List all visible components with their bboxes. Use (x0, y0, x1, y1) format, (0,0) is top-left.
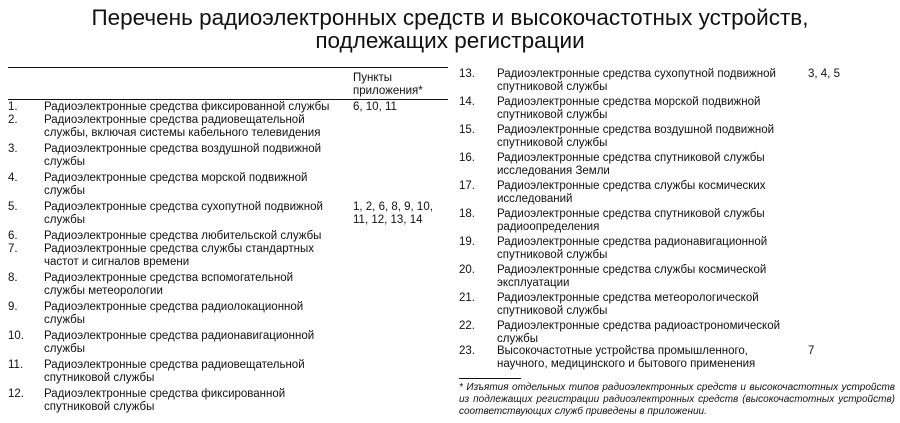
item-number: 23. (459, 345, 475, 357)
appendix-column-header: Пункты приложения* (353, 72, 423, 97)
item-appendix-points: 3, 4, 5 (808, 68, 840, 80)
item-number: 22. (459, 320, 475, 332)
item-number: 1. (8, 101, 18, 113)
item-number: 3. (8, 143, 18, 155)
title-line-1: Перечень радиоэлектронных средств и высокочастотных устройств, (91, 5, 809, 30)
item-text: Радиоэлектронные средства спутниковой службы радиоопределения (497, 208, 765, 233)
document-title (0, 6, 900, 52)
item-text: Высокочастотные устройства промышленного, научного, медицинского и бытового применения (497, 345, 756, 370)
item-text: Радиоэлектронные средства воздушной подвижной спутниковой службы (497, 124, 775, 149)
item-number: 20. (459, 264, 475, 276)
item-text: Радиоэлектронные средства радиовещательной спутниковой службы (44, 359, 305, 384)
item-text: Радиоэлектронные средства сухопутной подвижной спутниковой службы (497, 68, 776, 93)
item-number: 16. (459, 152, 475, 164)
item-text: Радиоэлектронные средства радионавигационной службы (44, 330, 315, 355)
item-appendix-points: 1, 2, 6, 8, 9, 10, 11, 12, 13, 14 (353, 201, 433, 226)
item-number: 12. (8, 388, 24, 400)
item-appendix-points: 7 (808, 345, 815, 357)
item-text: Радиоэлектронные средства службы космических исследований (497, 180, 766, 205)
item-number: 7. (8, 243, 18, 255)
item-text: Радиоэлектронные средства радиолокационной службы (44, 301, 304, 326)
item-number: 2. (8, 114, 18, 126)
item-number: 19. (459, 236, 475, 248)
item-text: Радиоэлектронные средства вспомогательной службы метеорологии (44, 272, 294, 297)
footnote: * Изъятия отдельных типов радиоэлектронных средств и высокочастотных устройств из подлежащих регистрации радиоэлектронных средств (высокочастотных устройств) соответствующих служб приведены в приложении. (459, 382, 895, 417)
title-line-2: подлежащих регистрации (315, 28, 585, 53)
item-number: 5. (8, 201, 18, 213)
item-number: 21. (459, 292, 475, 304)
item-text: Радиоэлектронные средства радиовещательной службы, включая системы кабельного телевидения (44, 114, 321, 139)
item-number: 11. (8, 359, 24, 371)
item-text: Радиоэлектронные средства радионавигационной спутниковой службы (497, 236, 768, 261)
item-number: 15. (459, 124, 475, 136)
item-number: 17. (459, 180, 475, 192)
item-text: Радиоэлектронные средства фиксированной спутниковой службы (44, 388, 286, 413)
item-number: 10. (8, 330, 24, 342)
item-text: Радиоэлектронные средства воздушной подвижной службы (44, 143, 322, 168)
item-text: Радиоэлектронные средства сухопутной подвижной службы (44, 201, 323, 226)
item-text: Радиоэлектронные средства морской подвижной спутниковой службы (497, 96, 761, 121)
item-text: Радиоэлектронные средства фиксированной службы (44, 101, 330, 113)
item-text: Радиоэлектронные средства морской подвижной службы (44, 172, 308, 197)
item-number: 4. (8, 172, 18, 184)
item-number: 8. (8, 272, 18, 284)
item-text: Радиоэлектронные средства радиоастрономической службы (497, 320, 781, 345)
item-number: 9. (8, 301, 18, 313)
item-text: Радиоэлектронные средства любительской службы (44, 230, 322, 242)
item-text: Радиоэлектронные средства спутниковой службы исследования Земли (497, 152, 765, 177)
item-appendix-points: 6, 10, 11 (353, 101, 397, 113)
item-text: Радиоэлектронные средства метеорологической спутниковой службы (497, 292, 759, 317)
item-text: Радиоэлектронные средства службы стандартных частот и сигналов времени (44, 243, 315, 268)
table-top-rule (8, 67, 448, 68)
item-number: 13. (459, 68, 475, 80)
item-number: 14. (459, 96, 475, 108)
item-number: 6. (8, 230, 18, 242)
item-text: Радиоэлектронные средства службы космической эксплуатации (497, 264, 767, 289)
item-number: 18. (459, 208, 475, 220)
table-header-rule (8, 99, 448, 100)
footnote-rule (459, 378, 521, 379)
